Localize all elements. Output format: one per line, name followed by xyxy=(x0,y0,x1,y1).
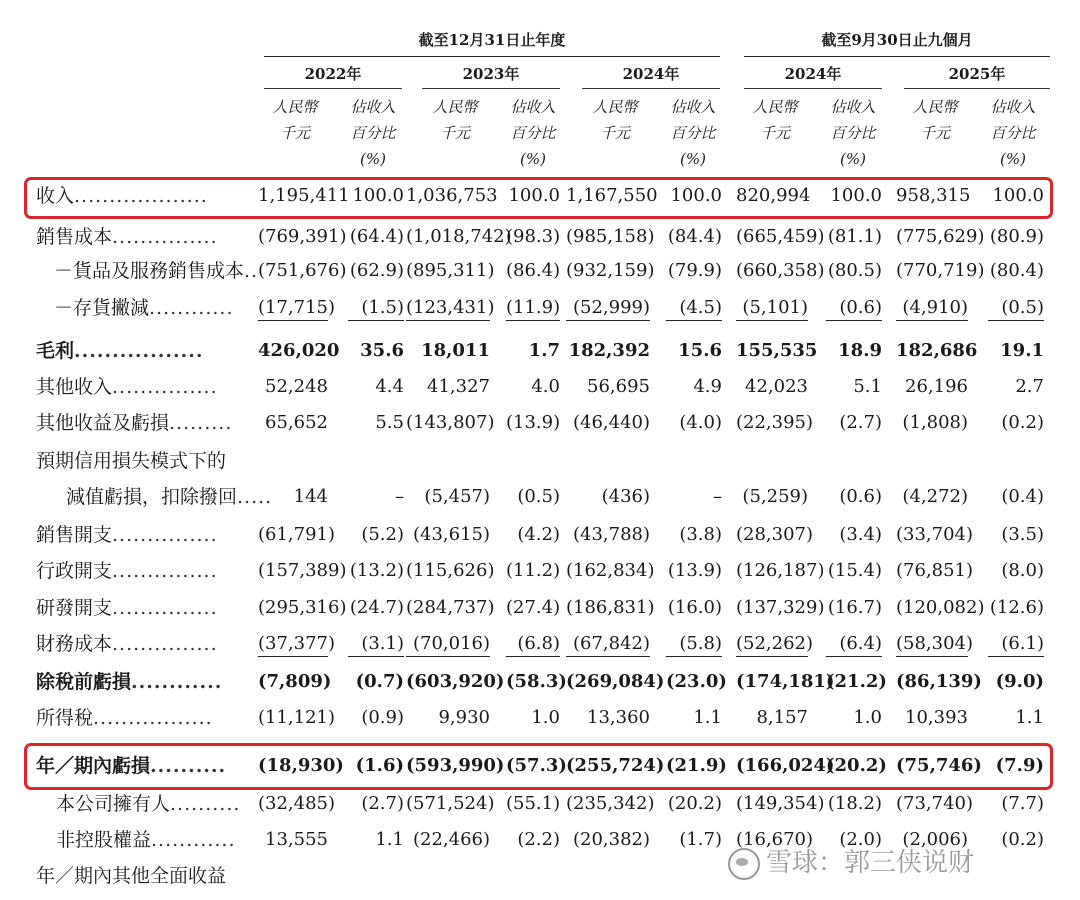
table-row xyxy=(0,219,1080,255)
percent-cell: 18.9 xyxy=(838,340,882,361)
row-label xyxy=(36,590,218,626)
amount-cell: (436) xyxy=(601,486,650,507)
table-row xyxy=(0,664,1080,700)
percent-cell: (4.2) xyxy=(517,524,560,545)
amount-cell xyxy=(566,443,650,479)
unit-percent: 佔收入 百分比(%) xyxy=(350,98,396,168)
amount-cell xyxy=(406,858,490,894)
percent-cell: (1.5) xyxy=(348,290,404,321)
unit-percent: 佔收入 百分比(%) xyxy=(830,98,876,168)
percent-cell: (79.9) xyxy=(667,260,722,281)
table-row xyxy=(0,253,1080,289)
amount-cell: (18,930) xyxy=(258,755,344,776)
row-label-text: 除稅前虧損 xyxy=(36,671,132,693)
percent-cell: (23.0) xyxy=(666,671,727,692)
amount-cell xyxy=(406,443,490,479)
amount-cell: 18,011 xyxy=(421,340,490,361)
amount-cell: (126,187) xyxy=(736,560,825,581)
percent-cell: (84.4) xyxy=(667,226,722,247)
amount-cell: (295,316) xyxy=(258,597,347,618)
amount-cell: 42,023 xyxy=(745,376,808,397)
amount-cell: (32,485) xyxy=(258,793,336,814)
amount-cell: (7,809) xyxy=(258,671,332,692)
percent-cell: (0.4) xyxy=(1001,486,1044,507)
amount-cell: 144 xyxy=(293,486,328,507)
amount-cell: 155,535 xyxy=(736,340,818,361)
percent-cell: (1.6) xyxy=(355,755,404,776)
percent-cell xyxy=(988,443,1044,479)
leader-dots: ............ xyxy=(149,297,234,319)
amount-cell: 820,994 xyxy=(736,185,811,206)
amount-cell: 1,195,411 xyxy=(258,185,350,206)
unit-amount: 人民幣 千元 xyxy=(752,98,798,142)
table-row xyxy=(0,626,1080,662)
leader-dots: ............... xyxy=(112,597,218,619)
table-row xyxy=(0,553,1080,589)
percent-cell: (5.8) xyxy=(666,626,722,657)
percent-cell: 100.0 xyxy=(508,185,560,206)
percent-cell: (0.9) xyxy=(361,707,404,728)
percent-cell xyxy=(666,858,722,894)
table-row xyxy=(0,333,1080,369)
amount-cell: (149,354) xyxy=(736,793,825,814)
amount-cell: (4,910) xyxy=(896,290,968,321)
amount-cell: 52,248 xyxy=(265,376,328,397)
percent-cell: (7.7) xyxy=(1001,793,1044,814)
amount-cell xyxy=(258,858,328,894)
percent-cell: (6.8) xyxy=(506,626,560,657)
percent-cell: (0.5) xyxy=(517,486,560,507)
group-rule-nine-months xyxy=(744,56,1050,57)
table-row xyxy=(0,405,1080,441)
percent-cell: (15.4) xyxy=(827,560,882,581)
percent-cell: (2.0) xyxy=(839,829,882,850)
amount-cell: 958,315 xyxy=(896,185,971,206)
row-label-text: 收入 xyxy=(36,185,75,207)
percent-cell: (24.7) xyxy=(349,597,404,618)
percent-cell: (64.4) xyxy=(349,226,404,247)
percent-cell: 4.0 xyxy=(531,376,560,397)
amount-cell: (17,715) xyxy=(258,290,328,321)
percent-cell: (80.5) xyxy=(827,260,882,281)
amount-cell: (775,629) xyxy=(896,226,985,247)
amount-cell: (157,389) xyxy=(258,560,347,581)
leader-dots: ............ xyxy=(151,829,236,851)
amount-cell xyxy=(736,443,808,479)
amount-cell: (137,329) xyxy=(736,597,825,618)
amount-cell xyxy=(258,443,328,479)
amount-cell: (4,272) xyxy=(902,486,968,507)
row-label xyxy=(54,253,258,289)
row-label xyxy=(36,517,218,553)
amount-cell: (5,101) xyxy=(736,290,808,321)
year-header: 2024年 xyxy=(622,65,680,83)
amount-cell: (37,377) xyxy=(258,626,328,657)
percent-cell: (16.7) xyxy=(827,597,882,618)
amount-cell: (571,524) xyxy=(406,793,495,814)
leader-dots: ................. xyxy=(74,340,204,362)
percent-cell: (57.3) xyxy=(506,755,567,776)
amount-cell: (76,851) xyxy=(896,560,974,581)
unit-amount: 人民幣 千元 xyxy=(432,98,478,142)
row-label-text: －存貨撇減 xyxy=(54,297,150,319)
amount-cell: (603,920) xyxy=(406,671,505,692)
amount-cell: (33,704) xyxy=(896,524,974,545)
row-label xyxy=(36,219,218,255)
row-label xyxy=(56,786,240,822)
amount-cell: (67,842) xyxy=(566,626,650,657)
percent-cell: 100.0 xyxy=(352,185,404,206)
year-header: 2022年 xyxy=(304,65,362,83)
group-rule-annual xyxy=(264,56,720,57)
percent-cell: (20.2) xyxy=(667,793,722,814)
row-label xyxy=(36,700,213,736)
amount-cell: 41,327 xyxy=(427,376,490,397)
amount-cell: 26,196 xyxy=(905,376,968,397)
amount-cell: (255,724) xyxy=(566,755,665,776)
amount-cell: (120,082) xyxy=(896,597,985,618)
amount-cell xyxy=(566,858,650,894)
percent-cell: 35.6 xyxy=(360,340,404,361)
amount-cell: (593,990) xyxy=(406,755,505,776)
year-header: 2025年 xyxy=(948,65,1006,83)
row-label-text: 所得稅 xyxy=(36,707,94,729)
percent-cell: (98.3) xyxy=(506,226,561,247)
table-row xyxy=(0,290,1080,326)
percent-cell: 15.6 xyxy=(678,340,722,361)
unit-percent: 佔收入 百分比(%) xyxy=(510,98,556,168)
percent-cell xyxy=(348,858,404,894)
percent-cell xyxy=(506,443,560,479)
percent-cell: (12.6) xyxy=(989,597,1044,618)
leader-dots: ............... xyxy=(112,633,218,655)
percent-cell xyxy=(826,443,882,479)
amount-cell: (70,016) xyxy=(406,626,490,657)
percent-cell: (11.2) xyxy=(506,560,561,581)
amount-cell: 426,020 xyxy=(258,340,340,361)
table-row xyxy=(0,517,1080,553)
percent-cell: (3.1) xyxy=(348,626,404,657)
leader-dots: ..... xyxy=(237,486,273,508)
table-row xyxy=(0,786,1080,822)
percent-cell: (3.5) xyxy=(1001,524,1044,545)
percent-cell xyxy=(666,443,722,479)
percent-cell: (20.2) xyxy=(826,755,887,776)
percent-cell: (1.7) xyxy=(679,829,722,850)
year-underline xyxy=(904,88,1050,89)
percent-cell: (21.9) xyxy=(666,755,727,776)
amount-cell: (52,999) xyxy=(566,290,650,321)
row-label-text: 毛利 xyxy=(36,340,75,362)
amount-cell: (174,181) xyxy=(736,671,835,692)
row-label-text: －貨品及服務銷售成本 xyxy=(54,260,245,282)
row-label xyxy=(36,369,218,405)
amount-cell: (186,831) xyxy=(566,597,655,618)
row-label-text: 銷售成本 xyxy=(36,226,113,248)
amount-cell: (115,626) xyxy=(406,560,495,581)
percent-cell: 1.0 xyxy=(853,707,882,728)
table-row xyxy=(0,479,1080,515)
row-label-text: 年／期內虧損 xyxy=(36,755,151,777)
amount-cell: (5,259) xyxy=(742,486,808,507)
year-underline xyxy=(422,88,560,89)
year-header: 2023年 xyxy=(462,65,520,83)
percent-cell: (0.2) xyxy=(1001,412,1044,433)
row-label xyxy=(54,290,234,326)
table-row xyxy=(0,369,1080,405)
amount-cell: (2,006) xyxy=(902,829,968,850)
leader-dots: .. xyxy=(244,260,259,282)
amount-cell: (143,807) xyxy=(406,412,495,433)
row-label-text: 其他收入 xyxy=(36,376,113,398)
amount-cell: (123,431) xyxy=(406,290,490,321)
chat-bubble-icon xyxy=(728,848,760,880)
amount-cell: (770,719) xyxy=(896,260,985,281)
table-row xyxy=(0,700,1080,736)
row-label xyxy=(56,822,236,858)
row-label-text: 其他收益及虧損 xyxy=(36,412,170,434)
percent-cell: (55.1) xyxy=(506,793,561,814)
amount-cell: (166,024) xyxy=(736,755,835,776)
row-label-text: 行政開支 xyxy=(36,560,113,582)
percent-cell: 5.5 xyxy=(375,412,404,433)
row-label xyxy=(36,626,218,662)
percent-cell: 100.0 xyxy=(670,185,722,206)
table-row xyxy=(0,443,1080,479)
percent-cell: – xyxy=(713,486,722,507)
amount-cell: (11,121) xyxy=(258,707,336,728)
percent-cell: 100.0 xyxy=(992,185,1044,206)
percent-cell: 1.0 xyxy=(531,707,560,728)
percent-cell: (13.9) xyxy=(506,412,561,433)
percent-cell: (4.5) xyxy=(666,290,722,321)
group-header-annual: 截至12月31日止年度 xyxy=(418,31,566,49)
percent-cell: (18.2) xyxy=(827,793,882,814)
row-label xyxy=(36,333,203,369)
group-header-nine-months: 截至9月30日止九個月 xyxy=(821,31,973,49)
row-label-text: 預期信用損失模式下的 xyxy=(36,450,227,472)
leader-dots: ............... xyxy=(112,226,218,248)
row-label xyxy=(36,553,218,589)
percent-cell: (2.2) xyxy=(517,829,560,850)
percent-cell: (6.1) xyxy=(988,626,1044,657)
amount-cell: (235,342) xyxy=(566,793,655,814)
row-label xyxy=(36,664,222,700)
row-label xyxy=(66,479,272,515)
percent-cell xyxy=(506,858,560,894)
unit-amount: 人民幣 千元 xyxy=(272,98,318,142)
amount-cell: (61,791) xyxy=(258,524,336,545)
table-row xyxy=(0,590,1080,626)
percent-cell: (0.6) xyxy=(839,486,882,507)
amount-cell: (73,740) xyxy=(896,793,974,814)
amount-cell: 56,695 xyxy=(587,376,650,397)
amount-cell: (932,159) xyxy=(566,260,655,281)
amount-cell: (86,139) xyxy=(896,671,982,692)
amount-cell: (58,304) xyxy=(896,626,968,657)
percent-cell: (2.7) xyxy=(839,412,882,433)
row-label-text: 非控股權益 xyxy=(56,829,152,851)
percent-cell: (7.9) xyxy=(995,755,1044,776)
percent-cell: – xyxy=(395,486,404,507)
percent-cell: (0.6) xyxy=(826,290,882,321)
percent-cell: (58.3) xyxy=(506,671,567,692)
percent-cell: 1.7 xyxy=(528,340,560,361)
percent-cell: (13.2) xyxy=(349,560,404,581)
percent-cell: (80.9) xyxy=(989,226,1044,247)
amount-cell: (20,382) xyxy=(572,829,650,850)
amount-cell: (43,788) xyxy=(572,524,650,545)
percent-cell: (86.4) xyxy=(506,260,561,281)
amount-cell: (1,018,742) xyxy=(406,226,512,247)
amount-cell: (1,808) xyxy=(902,412,968,433)
leader-dots: ................. xyxy=(93,707,213,729)
percent-cell: (3.8) xyxy=(679,524,722,545)
percent-cell: (13.9) xyxy=(667,560,722,581)
row-label-text: 減值虧損，扣除撥回 xyxy=(66,486,238,508)
year-underline xyxy=(582,88,720,89)
unit-percent: 佔收入 百分比(%) xyxy=(990,98,1036,168)
year-underline xyxy=(744,88,882,89)
amount-cell: 13,555 xyxy=(265,829,328,850)
amount-cell: (162,834) xyxy=(566,560,655,581)
amount-cell: (5,457) xyxy=(424,486,490,507)
unit-percent: 佔收入 百分比(%) xyxy=(670,98,716,168)
amount-cell: 8,157 xyxy=(756,707,808,728)
amount-cell: (43,615) xyxy=(412,524,490,545)
amount-cell xyxy=(896,443,968,479)
year-header: 2024年 xyxy=(784,65,842,83)
percent-cell: (81.1) xyxy=(827,226,882,247)
amount-cell: (284,737) xyxy=(406,597,495,618)
percent-cell: (4.0) xyxy=(679,412,722,433)
leader-dots: ............... xyxy=(112,524,218,546)
amount-cell: (665,459) xyxy=(736,226,825,247)
amount-cell: 182,686 xyxy=(896,340,978,361)
amount-cell: (52,262) xyxy=(736,626,808,657)
leader-dots: ............... xyxy=(112,376,218,398)
amount-cell: (22,395) xyxy=(736,412,814,433)
leader-dots: ......... xyxy=(169,412,233,434)
watermark: 雪球：郭三侠说财 xyxy=(728,842,974,882)
unit-amount: 人民幣 千元 xyxy=(592,98,638,142)
percent-cell: 100.0 xyxy=(830,185,882,206)
amount-cell: 182,392 xyxy=(568,340,650,361)
amount-cell: (16,670) xyxy=(736,829,814,850)
percent-cell: 5.1 xyxy=(853,376,882,397)
amount-cell: (895,311) xyxy=(406,260,495,281)
percent-cell: 1.1 xyxy=(375,829,404,850)
percent-cell: (0.7) xyxy=(355,671,404,692)
percent-cell: (16.0) xyxy=(667,597,722,618)
percent-cell: (0.5) xyxy=(988,290,1044,321)
percent-cell: (27.4) xyxy=(506,597,561,618)
percent-cell: (80.4) xyxy=(989,260,1044,281)
amount-cell: (46,440) xyxy=(572,412,650,433)
percent-cell: 19.1 xyxy=(1000,340,1044,361)
row-label-text: 本公司擁有人 xyxy=(56,793,171,815)
row-label xyxy=(36,858,226,894)
amount-cell: 1,167,550 xyxy=(566,185,658,206)
leader-dots: .......... xyxy=(170,793,241,815)
row-label-text: 研發開支 xyxy=(36,597,113,619)
percent-cell xyxy=(988,858,1044,894)
amount-cell: 9,930 xyxy=(438,707,490,728)
amount-cell: 13,360 xyxy=(587,707,650,728)
percent-cell: 1.1 xyxy=(693,707,722,728)
percent-cell: (3.4) xyxy=(839,524,882,545)
amount-cell: (769,391) xyxy=(258,226,347,247)
leader-dots: ............ xyxy=(131,671,223,693)
row-label xyxy=(36,405,232,441)
percent-cell: (8.0) xyxy=(1001,560,1044,581)
percent-cell xyxy=(348,443,404,479)
percent-cell: 1.1 xyxy=(1015,707,1044,728)
percent-cell: (9.0) xyxy=(995,671,1044,692)
percent-cell: (11.9) xyxy=(506,290,560,321)
row-label xyxy=(36,443,226,479)
percent-cell: (0.2) xyxy=(1001,829,1044,850)
amount-cell: (75,746) xyxy=(896,755,982,776)
amount-cell: (985,158) xyxy=(566,226,655,247)
leader-dots: ............... xyxy=(112,560,218,582)
amount-cell: 1,036,753 xyxy=(406,185,498,206)
percent-cell: 4.4 xyxy=(375,376,404,397)
leader-dots: .......... xyxy=(150,755,227,777)
leader-dots: ................... xyxy=(74,185,208,207)
amount-cell: 10,393 xyxy=(905,707,968,728)
amount-cell: (660,358) xyxy=(736,260,825,281)
highlight-loss-row xyxy=(24,743,1053,790)
amount-cell: (28,307) xyxy=(736,524,814,545)
percent-cell: (21.2) xyxy=(826,671,887,692)
amount-cell: (751,676) xyxy=(258,260,347,281)
unit-amount: 人民幣 千元 xyxy=(912,98,958,142)
percent-cell: 2.7 xyxy=(1015,376,1044,397)
row-label-text: 銷售開支 xyxy=(36,524,113,546)
percent-cell: (6.4) xyxy=(826,626,882,657)
amount-cell: (22,466) xyxy=(412,829,490,850)
row-label-text: 年／期內其他全面收益 xyxy=(36,865,227,887)
percent-cell: (2.7) xyxy=(361,793,404,814)
amount-cell: (269,084) xyxy=(566,671,665,692)
percent-cell: (5.2) xyxy=(361,524,404,545)
amount-cell: 65,652 xyxy=(265,412,328,433)
percent-cell: (62.9) xyxy=(349,260,404,281)
row-label-text: 財務成本 xyxy=(36,633,113,655)
highlight-revenue-row xyxy=(24,177,1053,219)
year-underline xyxy=(264,88,402,89)
percent-cell: 4.9 xyxy=(693,376,722,397)
